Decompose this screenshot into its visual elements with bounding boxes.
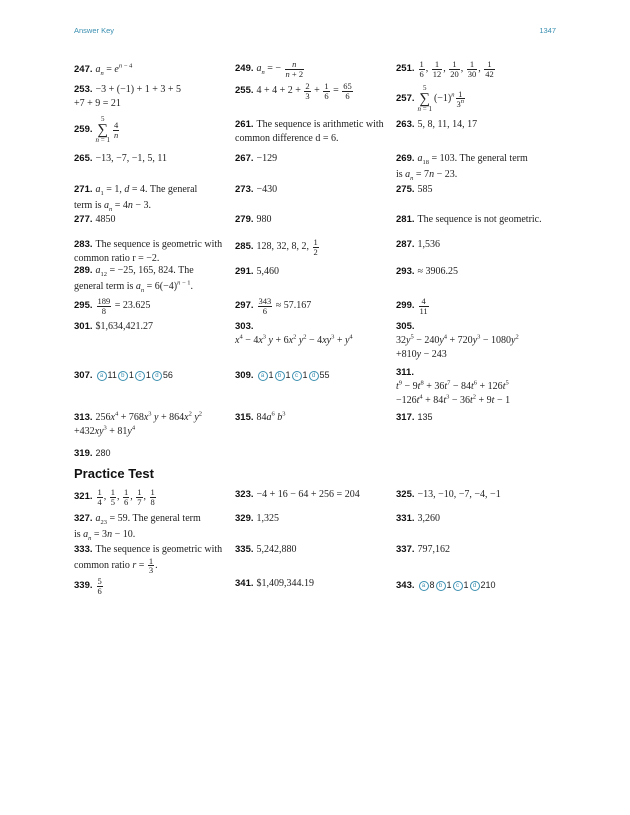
answer-279: 279. 980: [235, 214, 272, 225]
option-c-marker: c: [453, 581, 463, 591]
answer-289: 289. $a_{12} = -25$, 165, 824. The general term is $a_n = 6(-4)^{n - 1}$.: [74, 265, 194, 295]
section-heading: Practice Test: [74, 466, 154, 481]
answer-303: 303. $x^4 - 4x^3$ $y + 6x^2$ $y^2 - 4xy^3 + y^4$: [235, 321, 353, 347]
answer-261: 261. The sequence is arithmetic with common difference d = 6.: [235, 119, 384, 144]
option-d-marker: d: [470, 581, 480, 591]
answer-343: 343. a 8 b 1 c 1 d 210: [396, 580, 496, 591]
option-c-marker: c: [292, 371, 302, 381]
answer-315: 315. $84a^6$ $b^3$: [235, 411, 286, 424]
answer-253: 253. −3 + (−1) + 1 + 3 + 5 +7 + 9 = 21: [74, 84, 181, 109]
answer-295: 295. $\frac{189}{8}$ = 23.625: [74, 296, 151, 316]
option-a-marker: a: [97, 371, 107, 381]
answer-287: 287. 1,536: [396, 239, 440, 250]
answer-271: 271. $a_1 = 1$, d = 4. The general term is $a_n = 4n - 3$.: [74, 184, 198, 213]
answer-283: 283. The sequence is geometric with common ratio r = −2.: [74, 239, 223, 264]
answer-249: 249. $a_n$ = − $\frac{n}{n + 2}$: [235, 59, 304, 79]
answer-305: 305. $32y^5 - 240y^4 + 720y^3 - 1080y^2$ +810y − 243: [396, 321, 519, 360]
answer-281: 281. The sequence is not geometric.: [396, 214, 542, 225]
option-a-marker: a: [419, 581, 429, 591]
answer-329: 329. 1,325: [235, 513, 279, 524]
answer-275: 275. 585: [396, 184, 433, 195]
answer-327: 327. $a_{23} = 59$. The general term is $a_n = 3n - 10$.: [74, 513, 201, 542]
answer-339: 339. $\frac{5}{6}$: [74, 576, 102, 596]
answer-317: 317. 135: [396, 412, 433, 423]
answer-337: 337. 797,162: [396, 544, 450, 555]
answer-265: 265. −13, −7, −1, 5, 11: [74, 153, 168, 164]
answer-293: 293. ≈ 3906.25: [396, 266, 458, 277]
page-number: 1347: [539, 26, 556, 35]
running-header-title: Answer Key: [74, 26, 115, 35]
option-c-marker: c: [135, 371, 145, 381]
answer-331: 331. 3,260: [396, 513, 440, 524]
answer-323: 323. −4 + 16 − 64 + 256 = 204: [235, 489, 360, 500]
answer-335: 335. 5,242,880: [235, 544, 297, 555]
answer-341: 341. $1,409,344.19: [235, 578, 314, 589]
answer-251: 251. $\frac{1}{6}$ , $\frac{1}{12}$ , $\frac{1}{20}$ , $\frac{1}{30}$ , $\frac{1}{42}$: [396, 59, 494, 79]
answer-277: 277. 4850: [74, 214, 116, 225]
answer-299: 299. $\frac{4}{11}$: [396, 296, 428, 316]
answer-311: 311. $t^9 - 9t^8 + 36t^7 - 84t^6 + 126t^5$ $-126t^4 + 84t^3 - 36t^2 + 9t - 1$: [396, 367, 511, 406]
answer-267: 267. −129: [235, 153, 278, 164]
option-b-marker: b: [436, 581, 446, 591]
answer-313: 313. $256x^4 + 768x^3$ $y + 864x^2$ $y^2$ $+432xy^3 + 81y^4$: [74, 411, 203, 438]
option-b-marker: b: [118, 371, 128, 381]
answer-321: 321. $\frac{1}{4}$ , $\frac{1}{5}$ , $\frac{1}{6}$ , $\frac{1}{7}$ , $\frac{1}{8}$: [74, 487, 155, 507]
answer-325: 325. −13, −10, −7, −4, −1: [396, 489, 501, 500]
answer-297: 297. $\frac{343}{6}$ ≈ 57.167: [235, 296, 312, 316]
answer-263: 263. 5, 8, 11, 14, 17: [396, 119, 478, 130]
answer-319: 319. 280: [74, 448, 111, 459]
option-d-marker: d: [152, 371, 162, 381]
answer-333: 333. The sequence is geometric with common ratio r = $\frac{1}{3}$ .: [74, 544, 223, 576]
option-a-marker: a: [258, 371, 268, 381]
answer-301: 301. $1,634,421.27: [74, 321, 153, 332]
answer-269: 269. $a_{18} = 103$. The general term is $a_n = 7n - 23$.: [396, 153, 528, 182]
answer-291: 291. 5,460: [235, 266, 279, 277]
option-b-marker: b: [275, 371, 285, 381]
option-d-marker: d: [309, 371, 319, 381]
answer-247: 247. $a_n = e^{n - 4}$: [74, 63, 133, 78]
answer-307: 307. a 11 b 1 c 1 d 56: [74, 370, 173, 381]
answer-255: 255. 4 + 4 + 2 + $\frac{2}{3}$ + $\frac{1}{6}$ = $\frac{65}{6}$: [235, 81, 352, 101]
answer-285: 285. 128, 32, 8, 2, $\frac{1}{2}$: [235, 237, 318, 257]
answer-273: 273. −430: [235, 184, 278, 195]
answer-309: 309. a 1 b 1 c 1 d 55: [235, 370, 330, 381]
answer-259: 259.5 ∑ n = 1 $\frac{4}{n}$: [74, 115, 119, 145]
answer-257: 257.5 ∑ $n = 1(-1)^n$ $\frac{1}{3^n}$: [396, 84, 465, 114]
